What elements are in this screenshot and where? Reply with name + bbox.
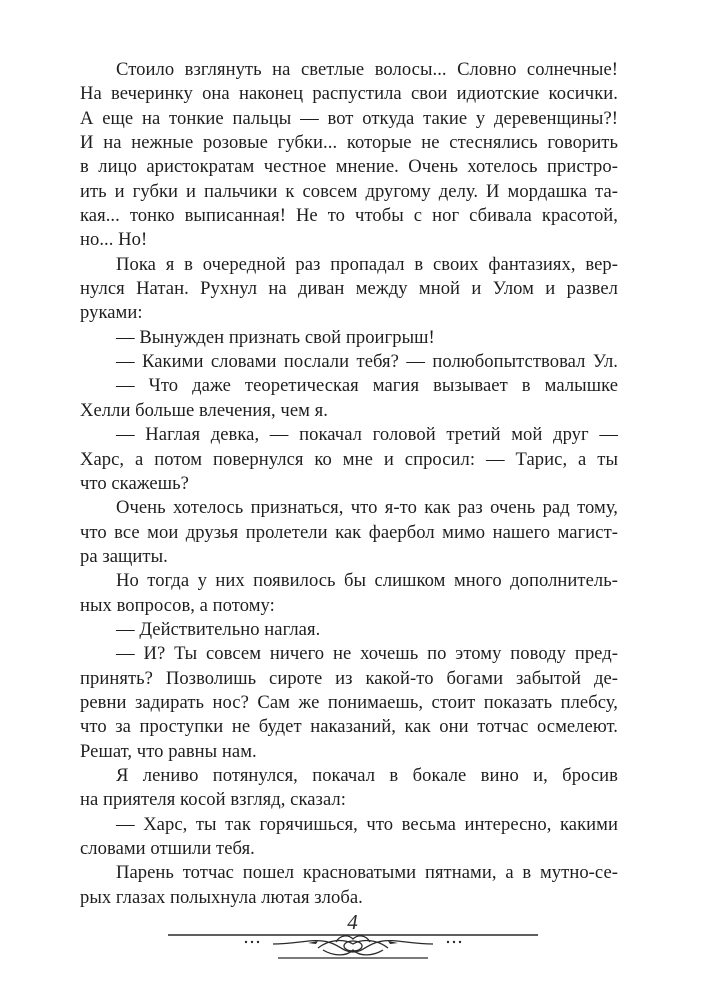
text-line: ра защиты.	[80, 545, 168, 567]
text-line: — Какими словами послали тебя? — полюбопытствовал Ул.	[116, 351, 618, 373]
text-line: на приятеля косой взгляд, сказал:	[80, 789, 346, 811]
paragraph	[80, 253, 618, 326]
paragraph	[80, 58, 618, 253]
text-line: Я лениво потянулся, покачал в бокале вино и, бросив	[116, 764, 618, 786]
text-line: — Что даже теоретическая магия вызывает в малышке	[116, 375, 618, 397]
paragraph	[80, 496, 618, 569]
text-line: принять? Позволишь сироте из какой-то богами забытой де-	[80, 667, 618, 689]
paragraph	[80, 764, 618, 813]
text-line: — Наглая девка, — покачал головой третий мой друг —	[116, 424, 618, 446]
paragraph	[80, 423, 618, 496]
text-line: Пока я в очередной раз пропадал в своих фантазиях, вер-	[116, 253, 618, 275]
text-line: руками:	[80, 302, 143, 324]
text-line: — Вынужден признать свой проигрыш!	[116, 326, 435, 348]
text-line: что все мои друзья пролетели как фаербол мимо нашего магист-	[80, 521, 618, 543]
paragraph	[80, 618, 618, 642]
text-line: На вечеринку она наконец распустила свои идиотские косички.	[80, 83, 618, 105]
text-line: Парень тотчас пошел красноватыми пятнами, а в мутно-се-	[116, 862, 618, 884]
paragraph	[80, 326, 618, 350]
page-body	[80, 58, 618, 910]
text-line: А еще на тонкие пальцы — вот откуда такие у деревенщины?!	[80, 107, 618, 129]
paragraph	[80, 813, 618, 862]
text-line: нулся Натан. Рухнул на диван между мной и Улом и развел	[80, 278, 618, 300]
text-line: ить и губки и пальчики к совсем другому делу. И мордашка та-	[80, 180, 618, 202]
paragraph	[80, 569, 618, 618]
text-line: словами отшили тебя.	[80, 838, 255, 859]
text-line: что скажешь?	[80, 472, 189, 494]
paragraph	[80, 374, 618, 423]
decorative-ornament-icon	[168, 930, 538, 962]
text-line: ных вопросов, а потому:	[80, 594, 275, 616]
paragraph	[80, 861, 618, 910]
text-line: Решат, что равны нам.	[80, 740, 257, 762]
page-number: 4	[347, 910, 358, 934]
text-line: Но тогда у них появилось бы слишком много дополнитель-	[116, 570, 618, 592]
text-line: — И? Ты совсем ничего не хочешь по этому поводу пред-	[116, 643, 618, 665]
paragraph	[80, 642, 618, 764]
text-line: в лицо аристократам честное мнение. Очень хотелось пристро-	[80, 156, 618, 178]
text-line: но... Но!	[80, 229, 148, 251]
text-line: — Действительно наглая.	[116, 618, 321, 640]
text-line: — Харс, ты так горячишься, что весьма интересно, какими	[116, 813, 618, 835]
text-line: что за проступки не будет наказаний, как они тотчас осмелеют.	[80, 716, 618, 738]
text-line: Хелли больше влечения, чем я.	[80, 399, 328, 421]
text-line: ревни задирать нос? Сам же понимаешь, стоит показать плебсу,	[80, 691, 618, 713]
text-line: Очень хотелось признаться, что я-то как раз очень рад тому,	[116, 497, 618, 519]
text-line: И на нежные розовые губки... которые не стеснялись говорить	[80, 132, 618, 154]
text-line: кая... тонко выписанная! Не то чтобы с ног сбивала красотой,	[80, 205, 618, 227]
text-line: Харс, а потом повернулся ко мне и спросил: — Тарис, а ты	[80, 448, 618, 470]
text-line: Стоило взглянуть на светлые волосы... Словно солнечные!	[116, 59, 618, 80]
text-line: рых глазах полыхнула лютая злоба.	[80, 886, 363, 908]
paragraph	[80, 350, 618, 374]
